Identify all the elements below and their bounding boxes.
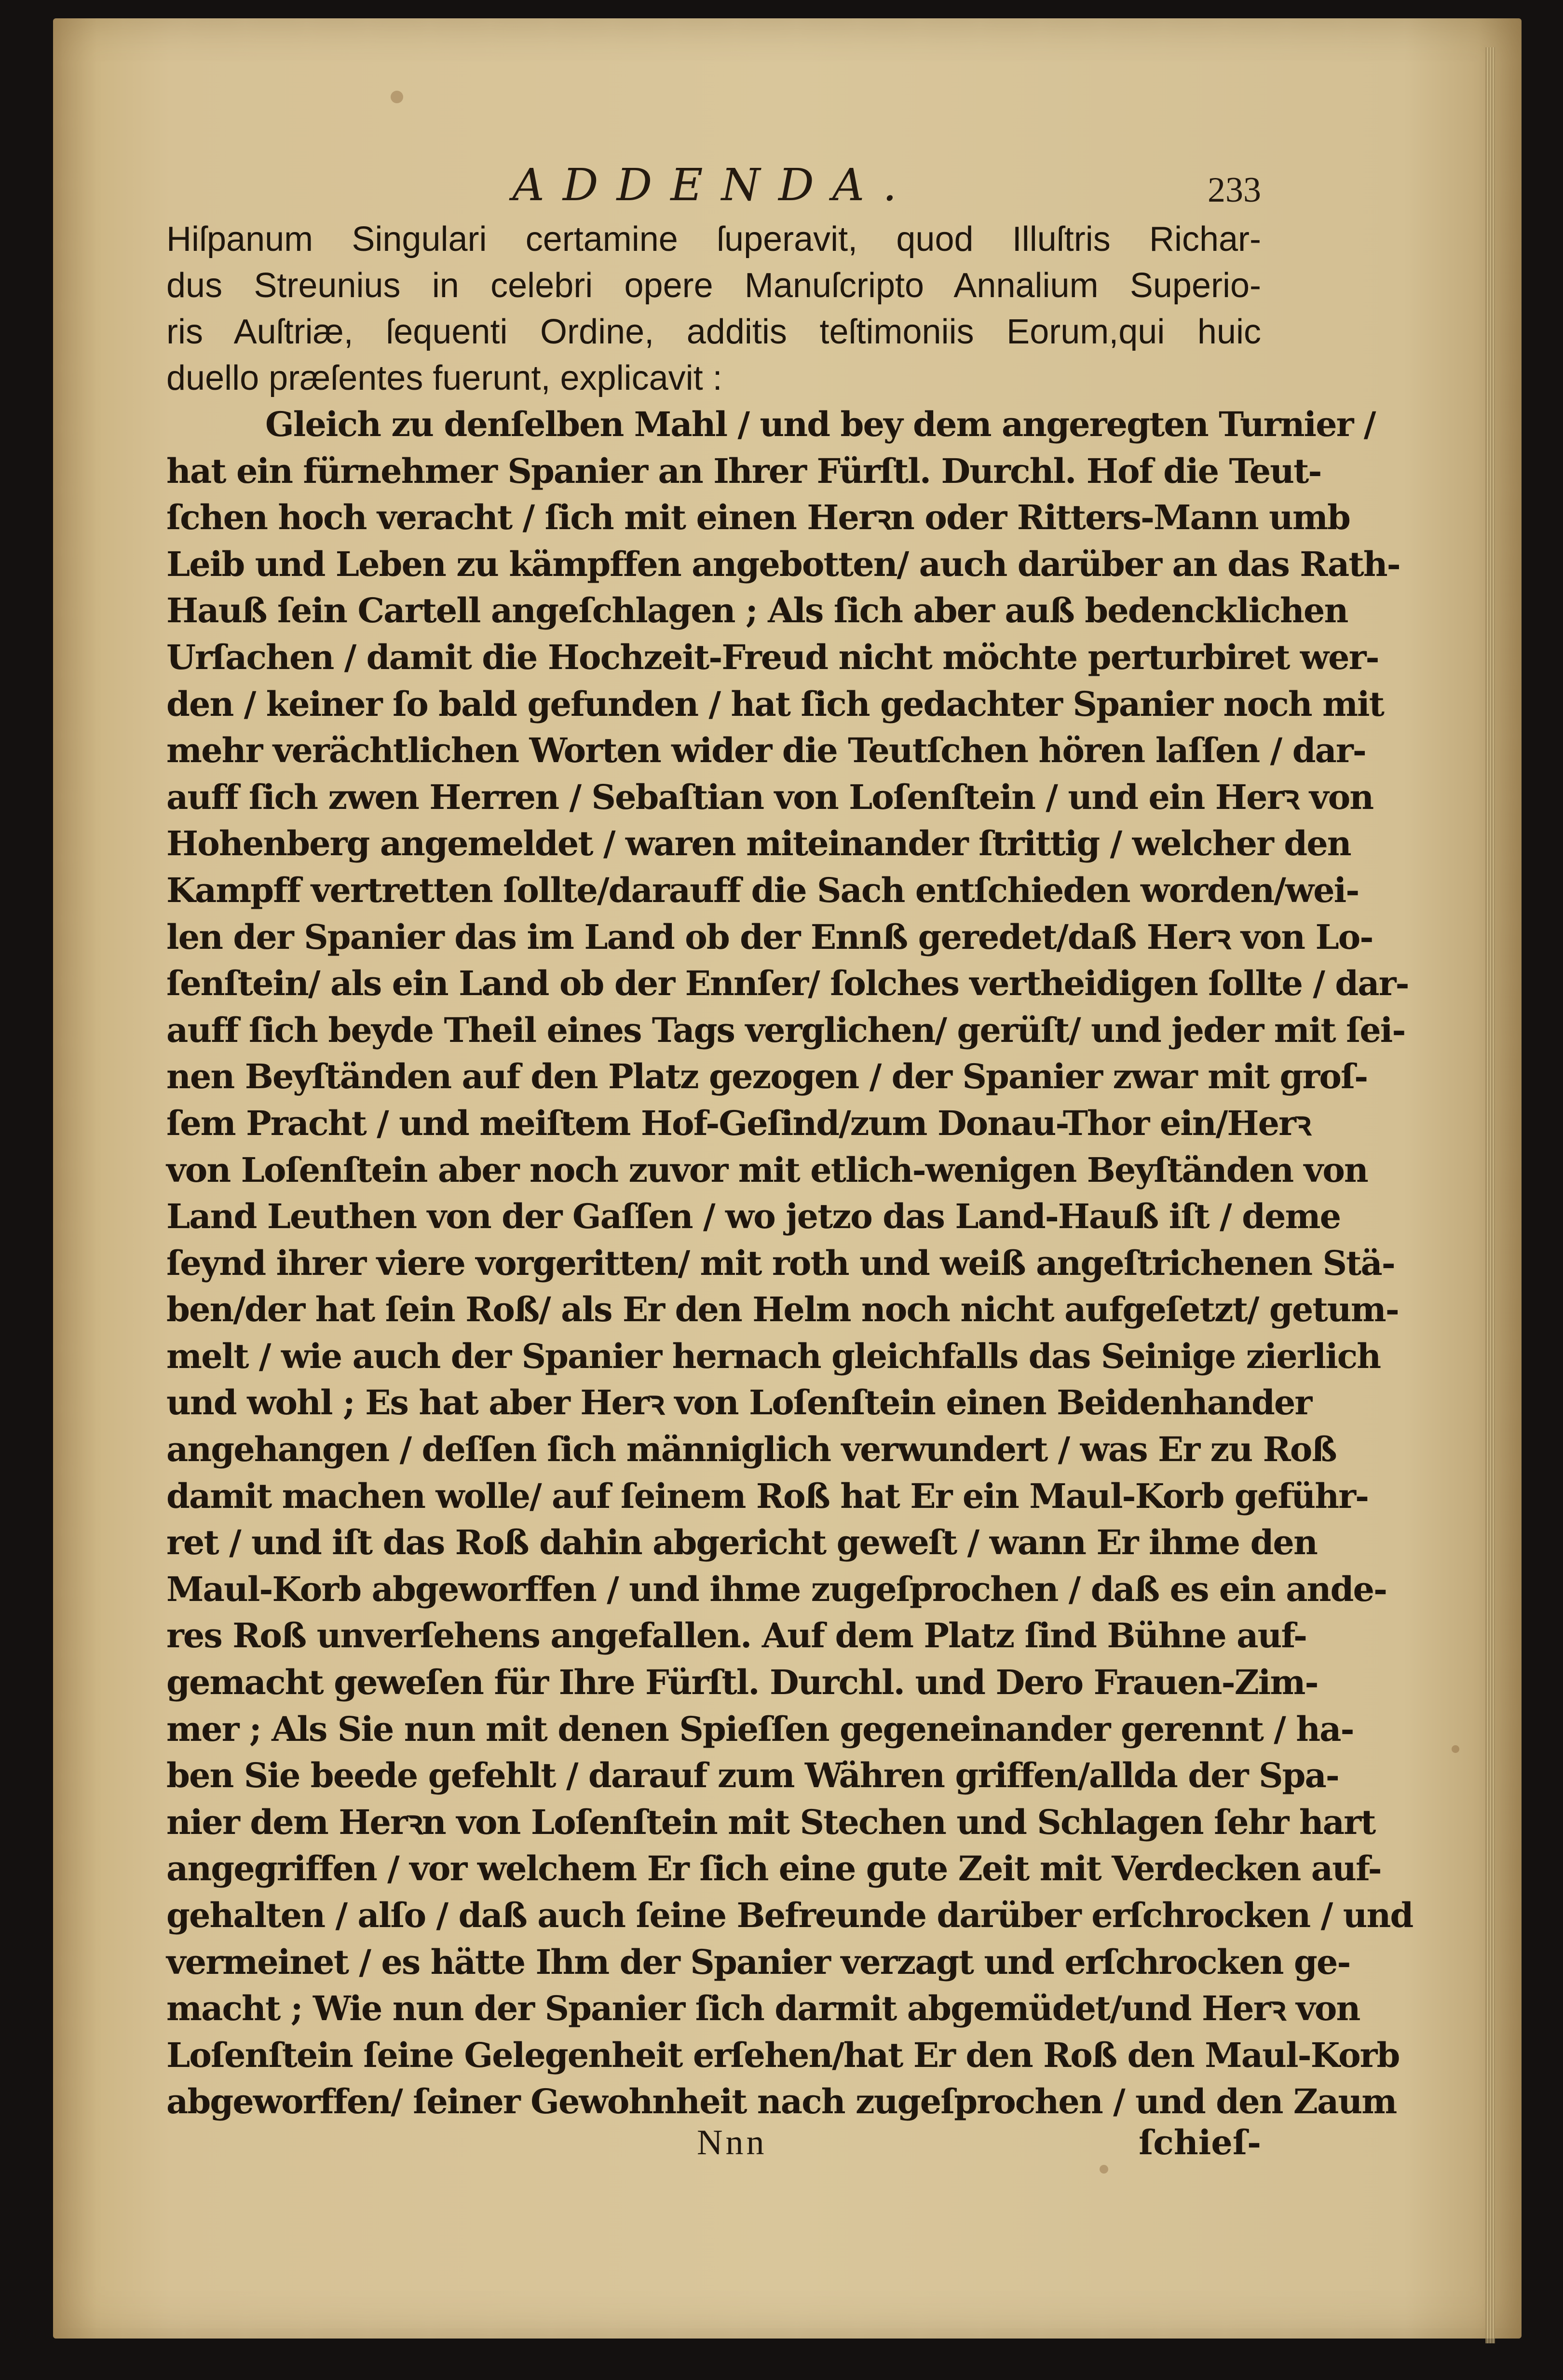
paper-stain (1452, 1745, 1459, 1753)
latin-paragraph (166, 216, 1261, 401)
text-line: duello præſentes fuerunt, explicavit : (166, 359, 722, 397)
text-line: abgeworffen/ ſeiner Gewohnheit nach zugeſprochen / und den Zaum (166, 2081, 1397, 2122)
text-line: dus Streunius in celebri opere Manuſcripto Annalium Superio- (166, 266, 1261, 305)
text-line: ben/der hat ſein Roß/ als Er den Helm noch nicht aufgeſetzt/ getum- (166, 1289, 1399, 1330)
text-line: mer ; Als Sie nun mit denen Spieſſen gegeneinander gerennt / ha- (166, 1709, 1354, 1749)
text-line: nier dem Herꝛn von Loſenſtein mit Stechen und Schlagen ſehr hart (166, 1802, 1375, 1842)
text-line: gehalten / alſo / daß auch ſeine Befreunde darüber erſchrocken / und (166, 1895, 1413, 1935)
text-line: gemacht geweſen für Ihre Fürſtl. Durchl. und Dero Frauen-Zim- (166, 1662, 1318, 1703)
text-line: Hiſpanum Singulari certamine ſuperavit, quod Illuſtris Richar- (166, 220, 1261, 259)
text-line: Maul-Korb abgeworffen / und ihme zugeſprochen / daß es ein ande- (166, 1569, 1387, 1609)
text-line: Gleich zu denſelben Mahl / und bey dem angeregten Turnier / (265, 404, 1375, 444)
text-line: von Loſenſtein aber noch zuvor mit etlich-wenigen Beyſtänden von (166, 1149, 1368, 1190)
text-line: Kampff vertretten ſollte/darauff die Sach entſchieden worden/wei- (166, 870, 1359, 910)
text-line: auff ſich zwen Herren / Sebaſtian von Loſenſtein / und ein Herꝛ von (166, 777, 1373, 817)
page-footer (166, 2122, 1261, 2175)
text-line: nen Beyſtänden auf den Platz gezogen / der Spanier zwar mit groſ- (166, 1056, 1368, 1097)
text-line: angegriffen / vor welchem Er ſich eine gute Zeit mit Verdecken auf- (166, 1848, 1381, 1889)
text-line: hat ein fürnehmer Spanier an Ihrer Fürſtl. Durchl. Hof die Teut- (166, 451, 1321, 491)
text-line: ben Sie beede gefehlt / darauf zum Währen griffen/allda der Spa- (166, 1755, 1339, 1796)
text-line: macht ; Wie nun der Spanier ſich darmit abgemüdet/und Herꝛ von (166, 1988, 1360, 2029)
text-line: Hohenberg angemeldet / waren miteinander ſtrittig / welcher den (166, 823, 1351, 864)
catchword: ſchieſ- (1139, 2122, 1261, 2162)
german-paragraph (166, 401, 1413, 2125)
text-line: vermeinet / es hätte Ihm der Spanier verzagt und erſchrocken ge- (166, 1942, 1350, 1982)
text-line: melt / wie auch der Spanier hernach gleichfalls das Seinige zierlich (166, 1336, 1381, 1376)
text-line: den / keiner ſo bald gefunden / hat ſich gedachter Spanier noch mit (166, 684, 1384, 724)
text-line: angehangen / deſſen ſich männiglich verwundert / was Er zu Roß (166, 1429, 1336, 1470)
signature-mark: Nnn (697, 2123, 767, 2162)
text-line: ſem Pracht / und meiſtem Hof-Geſind/zum Donau-Thor ein/Herꝛ (166, 1103, 1311, 1143)
page-number: 233 (1208, 170, 1261, 210)
body-text (166, 216, 1413, 2125)
text-line: len der Spanier das im Land ob der Ennß geredet/daß Herꝛ von Lo- (166, 916, 1373, 957)
page-fore-edge (1485, 47, 1495, 2343)
text-line: ſenſtein/ als ein Land ob der Ennſer/ ſolches vertheidigen ſollte / dar- (166, 963, 1409, 1004)
text-line: auff ſich beyde Theil eines Tags verglichen/ gerüſt/ und jeder mit ſei- (166, 1010, 1405, 1050)
text-line: und wohl ; Es hat aber Herꝛ von Loſenſtein einen Beidenhander (166, 1382, 1312, 1423)
text-line: ſchen hoch veracht / ſich mit einen Herꝛn oder Ritters-Mann umb (166, 497, 1350, 538)
text-line: res Roß unverſehens angefallen. Auf dem Platz ſind Bühne auf- (166, 1615, 1307, 1656)
text-line: Urſachen / damit die Hochzeit-Freud nicht möchte perturbiret wer- (166, 637, 1379, 677)
text-line: mehr verächtlichen Worten wider die Teutſchen hören laſſen / dar- (166, 730, 1366, 771)
text-line: ſeynd ihrer viere vorgeritten/ mit roth und weiß angeſtrichenen Stä- (166, 1243, 1395, 1283)
text-line: ret / und iſt das Roß dahin abgericht geweſt / wann Er ihme den (166, 1522, 1317, 1563)
text-line: Land Leuthen von der Gaſſen / wo jetzo das Land-Hauß iſt / deme (166, 1196, 1341, 1237)
text-line: Leib und Leben zu kämpffen angebotten/ auch darüber an das Rath- (166, 544, 1400, 584)
text-line: Hauß ſein Cartell angeſchlagen ; Als ſich aber auß bedencklichen (166, 590, 1348, 631)
paper-stain (391, 91, 403, 103)
running-title: ADDENDA. (512, 159, 915, 211)
page-header (166, 159, 1261, 217)
text-line: damit machen wolle/ auf ſeinem Roß hat Er ein Maul-Korb geführ- (166, 1476, 1369, 1516)
text-line: ris Auſtriæ, ſequenti Ordine, additis teſtimoniis Eorum,qui huic (166, 313, 1261, 351)
text-line: Loſenſtein ſeine Gelegenheit erſehen/hat Er den Roß den Maul-Korb (166, 2035, 1400, 2075)
